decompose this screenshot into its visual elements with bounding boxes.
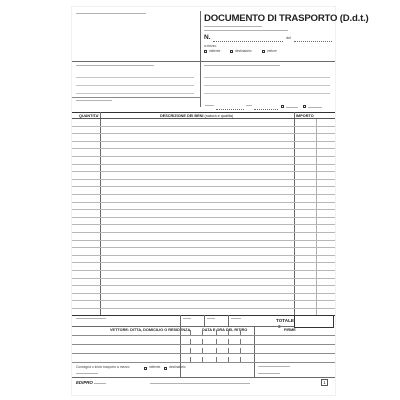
document-title: DOCUMENTO DI TRASPORTO (D.d.t.) xyxy=(204,13,369,24)
pickup-time-tick xyxy=(240,330,241,335)
table-row[interactable] xyxy=(72,285,335,286)
delivery-sender-checkbox[interactable] xyxy=(144,367,147,370)
pickup-time-tick xyxy=(190,339,191,344)
form-code-caption xyxy=(94,383,106,384)
transport-reason-top xyxy=(72,97,200,98)
option-caption-1 xyxy=(286,107,298,108)
table-row[interactable] xyxy=(72,148,335,149)
quantity-column-header: QUANTITA' xyxy=(79,113,100,118)
pickup-time-tick xyxy=(202,348,203,353)
notes-caption xyxy=(76,373,98,374)
pickup-time-tick xyxy=(202,357,203,362)
goods-appearance-caption xyxy=(76,318,106,319)
table-row[interactable] xyxy=(72,118,335,119)
euro-sign: € xyxy=(278,324,281,329)
description-header-suffix: (natura e qualità) xyxy=(204,113,234,118)
recipient-line-2[interactable] xyxy=(76,85,194,86)
pickup-time-tick xyxy=(228,348,229,353)
port-caption xyxy=(231,318,241,319)
amount-column-header: IMPORTO xyxy=(296,113,314,118)
pickup-time-tick xyxy=(216,330,217,335)
pickup-time-tick xyxy=(216,348,217,353)
recipient-signature-caption xyxy=(258,366,290,367)
header-bottom-line xyxy=(72,61,335,62)
pickup-time-tick xyxy=(228,330,229,335)
table-row[interactable] xyxy=(72,270,335,271)
table-row[interactable] xyxy=(72,224,335,225)
description-column-header xyxy=(160,114,233,118)
option-checkbox-1[interactable] xyxy=(281,105,284,108)
carrier-row[interactable] xyxy=(72,362,335,363)
total-label: TOTALE xyxy=(276,318,294,323)
page-number: 1 xyxy=(321,379,328,386)
carrier-header: VETTORE: DITTA, DOMICILIO O RESIDENZA xyxy=(110,328,191,332)
table-row[interactable] xyxy=(72,247,335,248)
table-row[interactable] xyxy=(72,194,335,195)
driver-signature-caption xyxy=(258,373,280,374)
table-row[interactable] xyxy=(72,217,335,218)
table-row[interactable] xyxy=(72,141,335,142)
form-bottom-line xyxy=(72,377,335,378)
signature-header: FIRME xyxy=(284,328,296,332)
weight-caption xyxy=(246,105,252,106)
brand-logo: EDIPRO xyxy=(76,380,93,385)
pickup-time-tick xyxy=(190,348,191,353)
pickup-time-tick xyxy=(240,339,241,344)
pickup-time-tick xyxy=(202,330,203,335)
parcels-field[interactable] xyxy=(216,109,244,110)
regulation-caption-2 xyxy=(204,30,288,31)
pickup-header: DATA E ORA DEL RITIRO xyxy=(202,328,248,332)
transport-label: a mezzo: xyxy=(204,44,217,48)
total-amount-box[interactable] xyxy=(294,315,334,328)
regulation-caption-1 xyxy=(204,26,262,27)
footer-divider-3 xyxy=(228,315,229,326)
table-row[interactable] xyxy=(72,179,335,180)
sender-option-label: mittente xyxy=(209,48,221,53)
destination-line-3[interactable] xyxy=(204,93,330,94)
pickup-time-tick xyxy=(228,357,229,362)
destination-caption xyxy=(204,65,280,66)
pickup-time-tick xyxy=(228,339,229,344)
date-field[interactable] xyxy=(294,41,332,42)
footer-divider-1 xyxy=(180,315,181,326)
recipient-line-3[interactable] xyxy=(76,93,194,94)
weight-total-caption xyxy=(207,318,215,319)
table-row[interactable] xyxy=(72,156,335,157)
delivery-sender-label: mittente xyxy=(149,365,161,370)
delivery-recipient-label: destinatario xyxy=(169,365,186,370)
carrier-option-label: vettore xyxy=(267,48,277,53)
date-label: del xyxy=(286,36,292,40)
table-row[interactable] xyxy=(72,133,335,134)
transport-document-form xyxy=(72,7,369,395)
header-divider xyxy=(200,11,201,61)
pickup-time-tick xyxy=(216,357,217,362)
table-row[interactable] xyxy=(72,300,335,301)
parcels-count-caption xyxy=(183,318,191,319)
recipient-option-label: destinatario xyxy=(235,48,252,53)
table-row[interactable] xyxy=(72,164,335,165)
table-row[interactable] xyxy=(72,308,335,309)
delivery-label: Consegna o inizio trasporto a mezzo xyxy=(76,365,130,369)
carrier-checkbox[interactable] xyxy=(262,50,265,53)
sender-checkbox[interactable] xyxy=(204,50,207,53)
table-row[interactable] xyxy=(72,255,335,256)
pickup-time-tick xyxy=(240,348,241,353)
recipient-line-1[interactable] xyxy=(76,77,194,78)
number-label: N. xyxy=(204,34,211,41)
pickup-time-tick xyxy=(240,357,241,362)
weight-field[interactable] xyxy=(254,109,278,110)
table-row[interactable] xyxy=(72,171,335,172)
delivery-recipient-checkbox[interactable] xyxy=(164,367,167,370)
description-header-text: DESCRIZIONE DEI BENI xyxy=(160,113,204,118)
table-row[interactable] xyxy=(72,126,335,127)
sender-caption xyxy=(76,13,146,14)
table-row[interactable] xyxy=(72,186,335,187)
pickup-time-tick xyxy=(216,339,217,344)
legal-notice-caption xyxy=(150,383,250,384)
footer-divider-2 xyxy=(204,315,205,326)
pickup-time-tick xyxy=(202,339,203,344)
table-row[interactable] xyxy=(72,240,335,241)
destination-line-2[interactable] xyxy=(204,85,330,86)
table-row[interactable] xyxy=(72,278,335,279)
recipient-caption xyxy=(76,65,154,66)
pickup-divider xyxy=(254,326,255,377)
transport-reason-caption xyxy=(76,100,112,101)
carrier-row[interactable] xyxy=(72,335,335,336)
carrier-row[interactable] xyxy=(72,344,335,345)
carrier-section-top xyxy=(72,326,294,327)
carrier-row[interactable] xyxy=(72,353,335,354)
table-row[interactable] xyxy=(72,209,335,210)
table-row[interactable] xyxy=(72,262,335,263)
recipient-divider xyxy=(200,61,201,107)
recipient-checkbox[interactable] xyxy=(230,50,233,53)
option-caption-2 xyxy=(308,107,322,108)
pickup-time-tick xyxy=(190,357,191,362)
table-row[interactable] xyxy=(72,232,335,233)
table-row[interactable] xyxy=(72,202,335,203)
parcels-caption xyxy=(205,105,214,106)
option-checkbox-2[interactable] xyxy=(303,105,306,108)
number-field[interactable] xyxy=(213,41,283,42)
table-row[interactable] xyxy=(72,293,335,294)
pickup-time-tick xyxy=(190,330,191,335)
destination-line-1[interactable] xyxy=(204,77,330,78)
